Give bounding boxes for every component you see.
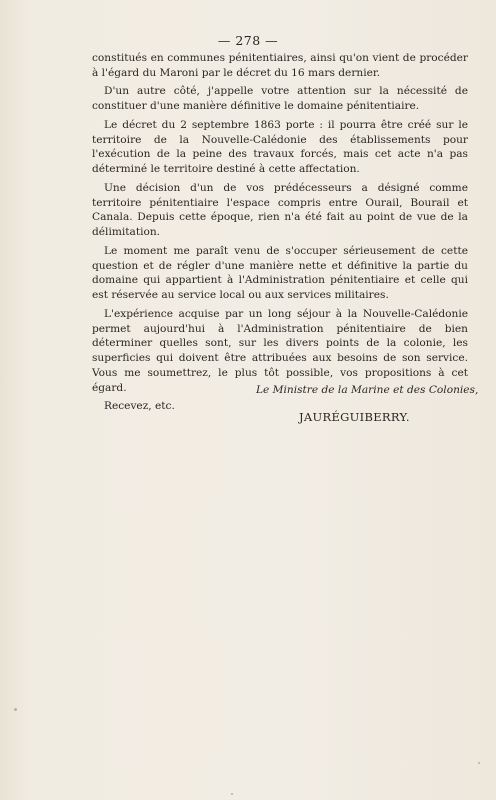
paragraph-4: Une décision d'un de vos prédécesseurs a désigné comme territoire pénitentiaire l'espace compris entre Ourail, Bourail et Canala. Depuis cette époque, rien n'a été fait au point de vue de la délimitation. (92, 181, 468, 239)
paragraph-2: D'un autre côté, j'appelle votre attention sur la nécessité de constituer d'une manière définitive le domaine pénitentiaire. (92, 85, 468, 113)
paper-speck (14, 708, 17, 711)
paper-speck (231, 793, 233, 795)
page-number: — 278 — (217, 33, 279, 48)
paragraph-6: L'expérience acquise par un long séjour à la Nouvelle-Calédonie permet aujourd'hui à l'Administration pénitentiaire de bien déterminer quelles sont, sur les divers points de la colonie, les superficies qui doivent être attribuées aux besoins de son service. Vous me soumettrez, le plus tôt possible, vos propositions à cet égard. (92, 307, 468, 394)
paragraph-3: Le décret du 2 septembre 1863 porte : il pourra être créé sur le territoire de la Nouvelle-Calédonie des établissements pour l'exécution de la peine des travaux forcés, mais cet acte n'a pas déterminé le territoire destiné à cette affectation. (92, 118, 468, 176)
paper-speck (478, 762, 480, 764)
signature-title: Le Ministre de la Marine et des Colonies, (256, 384, 479, 396)
signature-name: JAURÉGUIBERRY. (299, 410, 410, 424)
body-text (92, 51, 468, 418)
paragraph-5: Le moment me paraît venu de s'occuper sérieusement de cette question et de régler d'une manière nette et définitive la partie du domaine qui appartient à l'Administration pénitentiaire et celle qui est réservée au service local ou aux services militaires. (92, 244, 468, 302)
paragraph-closing: Recevez, etc. (104, 400, 175, 413)
paragraph-1: constitués en communes pénitentiaires, ainsi qu'on vient de procéder à l'égard du Maroni par le décret du 16 mars dernier. (92, 52, 468, 79)
